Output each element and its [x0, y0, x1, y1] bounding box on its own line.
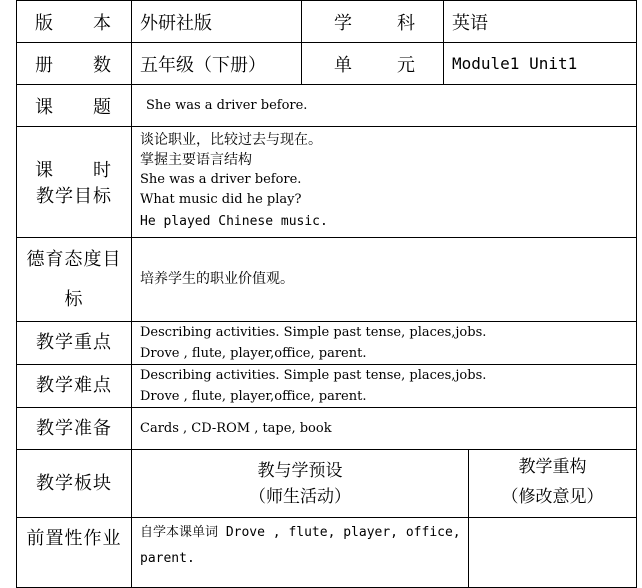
topic-label-a: 课 [35, 96, 53, 118]
key-points-line-1: Describing activities. Simple past tense, places,jobs. [140, 325, 487, 340]
key-points-content [132, 322, 637, 365]
subject-label-a: 学 [334, 12, 352, 34]
rebuild-line-1: 教学重构 [518, 457, 587, 477]
edition-label-a: 版 [35, 12, 53, 34]
preset-line-1: 教与学预设 [257, 460, 343, 481]
homework-rebuild-cell [469, 518, 637, 588]
difficulties-line-1: Describing activities. Simple past tense, places,jobs. [140, 368, 487, 383]
objectives-label-top-b: 时 [93, 160, 111, 182]
unit-value: Module1 Unit1 [444, 43, 637, 85]
objectives-label-top-a: 课 [35, 160, 53, 182]
homework-label: 前置性作业 [17, 518, 132, 588]
moral-label-line-2: 标 [64, 288, 84, 310]
edition-value: 外研社版 [132, 1, 302, 43]
row-topic [17, 85, 637, 127]
topic-label-cell [17, 85, 132, 127]
key-points-label: 教学重点 [17, 322, 132, 365]
objective-line-1: 谈论职业，比较过去与现在。 [140, 132, 322, 148]
row-edition [17, 1, 637, 43]
moral-label-line-1: 德育态度目 [26, 248, 122, 270]
difficulties-line-2: Drove , flute, player,office, parent. [140, 389, 367, 404]
volume-label-b: 数 [93, 54, 111, 76]
objectives-content [132, 127, 637, 238]
row-volume [17, 43, 637, 85]
unit-label-a: 单 [334, 54, 352, 76]
objective-line-2: 掌握主要语言结构 [140, 152, 252, 168]
preparation-label: 教学准备 [17, 408, 132, 450]
objective-line-3: She was a driver before. [140, 172, 302, 187]
objectives-label-bottom: 教学目标 [36, 186, 112, 208]
unit-label-cell [302, 43, 444, 85]
row-key-points [17, 322, 637, 365]
modules-label: 教学板块 [17, 450, 132, 518]
key-points-line-2: Drove , flute, player,office, parent. [140, 346, 367, 361]
row-moral [17, 238, 637, 322]
row-homework [17, 518, 637, 588]
topic-value: She was a driver before. [132, 85, 637, 127]
edition-label-b: 本 [93, 12, 111, 34]
volume-label-a: 册 [35, 54, 53, 76]
homework-content [132, 518, 469, 588]
homework-line-1: 自学本课单词 Drove , flute, player, office, [140, 525, 461, 540]
preset-header [132, 450, 469, 518]
difficulties-label: 教学难点 [17, 365, 132, 408]
row-preparation [17, 408, 637, 450]
moral-value: 培养学生的职业价值观。 [132, 238, 637, 322]
homework-line-2: parent. [140, 551, 195, 566]
moral-label-cell [17, 238, 132, 322]
preset-line-2: （师生活动） [249, 486, 351, 507]
row-modules [17, 450, 637, 518]
lesson-plan-sheet [16, 0, 636, 579]
objective-line-4: What music did he play? [140, 192, 302, 207]
subject-value: 英语 [444, 1, 637, 43]
subject-label-cell [302, 1, 444, 43]
row-objectives [17, 127, 637, 238]
objective-line-5: He played Chinese music. [140, 214, 328, 229]
volume-label-cell [17, 43, 132, 85]
edition-label-cell [17, 1, 132, 43]
preparation-value: Cards , CD-ROM , tape, book [132, 408, 637, 450]
row-difficulties [17, 365, 637, 408]
rebuild-header [469, 450, 637, 518]
subject-label-b: 科 [397, 12, 415, 34]
difficulties-content [132, 365, 637, 408]
lesson-plan-table [16, 0, 637, 588]
objectives-label-cell [17, 127, 132, 238]
topic-label-b: 题 [93, 96, 111, 118]
rebuild-line-2: （修改意见） [501, 487, 604, 507]
unit-label-b: 元 [397, 54, 415, 76]
volume-value: 五年级（下册） [132, 43, 302, 85]
